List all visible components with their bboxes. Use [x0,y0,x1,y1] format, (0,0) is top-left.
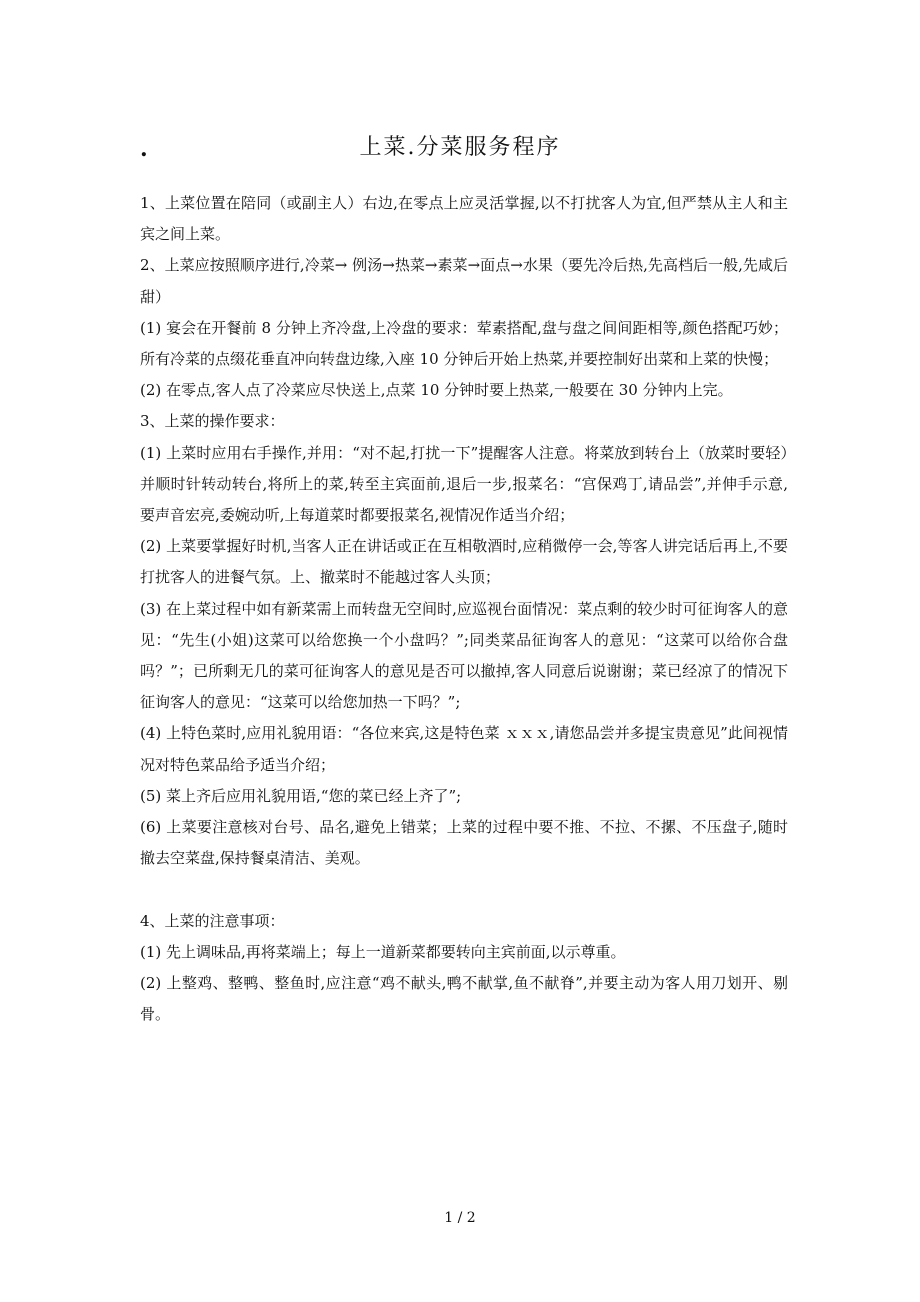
paragraph-3-item-5: (5) 菜上齐后应用礼貌用语,“您的菜已经上齐了”; [140,786,462,805]
page-title: 上菜.分菜服务程序 [359,135,561,160]
paragraph-section-1: 1、上菜位置在陪同（或副主人）右边,在零点上应灵活掌握,以不打扰客人为宜,但严禁从主人和主宾之间上菜。 [140,194,788,244]
paragraph-3-item-4: (4) 上特色菜时,应用礼貌用语：“各位来宾,这是特色菜 ｘｘｘ,请您品尝并多提宝贵意见”此间视情况对特色菜品给予适当介绍； [140,724,788,774]
paragraph-3-item-6: (6) 上菜要注意核对台号、品名,避免上错菜；上菜的过程中要不推、不拉、不摞、不压盘子,随时撤去空菜盘,保持餐桌清洁、美观。 [140,818,788,868]
paragraph-3-item-2: (2) 上菜要掌握好时机,当客人正在讲话或正在互相敬酒时,应稍微停一会,等客人讲完话后再上,不要打扰客人的进餐气氛。上、撤菜时不能越过客人头顶； [140,537,788,587]
paragraph-2-item-2: (2) 在零点,客人点了冷菜应尽快送上,点菜 10 分钟时要上热菜,一般要在 30 分钟内上完。 [140,381,733,400]
document-body [140,188,788,1030]
paragraph-3-item-1: (1) 上菜时应用右手操作,并用：“对不起,打扰一下”提醒客人注意。将菜放到转台上（放菜时要轻）并顺时针转动转台,将所上的菜,转至主宾面前,退后一步,报菜名：“宫保鸡丁,请品尝”,并伸手示意,要声音宏亮,委婉动听,上每道菜时都要报菜名,视情况作适当介绍； [140,443,788,525]
paragraph-section-3: 3、上菜的操作要求： [140,412,285,431]
blank-line [140,874,788,905]
paragraph-4-item-2: (2) 上整鸡、整鸭、整鱼时,应注意“鸡不献头,鸭不献掌,鱼不献脊”,并要主动为客人用刀划开、剔骨。 [140,974,788,1024]
paragraph-3-item-3: (3) 在上菜过程中如有新菜需上而转盘无空间时,应巡视台面情况：菜点剩的较少时可征询客人的意见：“先生(小姐)这菜可以给您换一个小盘吗？”;同类菜品征询客人的意见：“这菜可以给你合盘吗？”；已所剩无几的菜可征询客人的意见是否可以撤掉,客人同意后说谢谢；菜已经凉了的情况下征询客人的意见：“这菜可以给您加热一下吗？”; [140,599,788,712]
page-number: 1 / 2 [444,1210,476,1226]
title-bullet: . [140,136,148,162]
paragraph-2-item-1: (1) 宴会在开餐前 8 分钟上齐冷盘,上冷盘的要求：荤素搭配,盘与盘之间间距相等,颜色搭配巧妙；所有冷菜的点缀花垂直冲向转盘边缘,入座 10 分钟后开始上热菜,并要控制好出菜和上菜的快慢； [140,318,788,369]
paragraph-section-2: 2、上菜应按照顺序进行,冷菜→ 例汤→热菜→素菜→面点→水果（要先冷后热,先高档后一般,先咸后甜） [140,256,788,306]
paragraph-section-4: 4、上菜的注意事项： [140,911,285,930]
paragraph-4-item-1: (1) 先上调味品,再将菜端上；每上一道新菜都要转向主宾前面,以示尊重。 [140,942,626,961]
